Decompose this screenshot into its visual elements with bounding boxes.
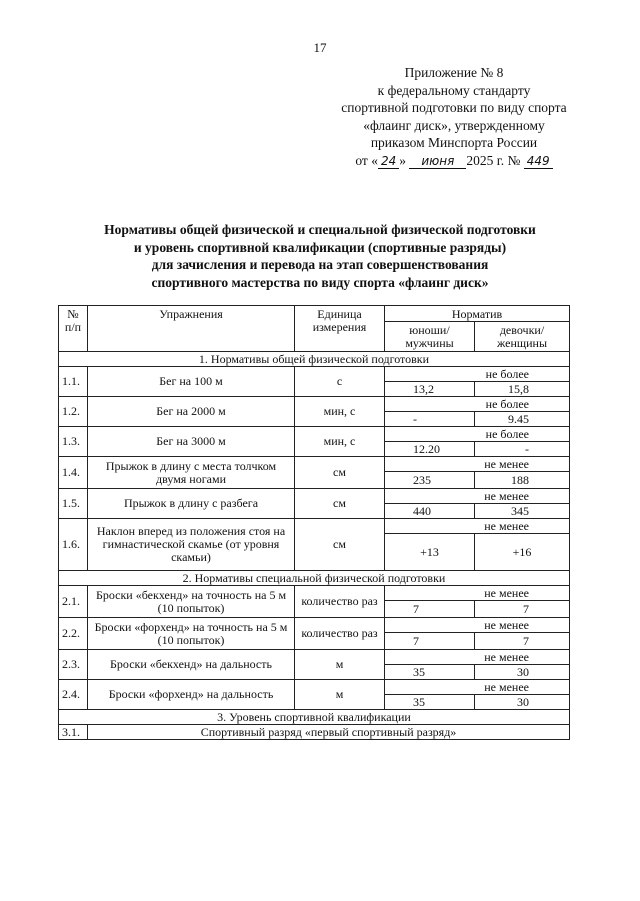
appendix-block xyxy=(324,64,584,170)
value-boys: 235 xyxy=(385,472,475,489)
value-girls: 15,8 xyxy=(475,382,570,397)
row-number: 3.1. xyxy=(59,725,88,740)
section-row xyxy=(59,710,570,725)
unit: м xyxy=(295,650,385,680)
appendix-line: к федеральному стандарту xyxy=(377,82,531,98)
date-mid: » xyxy=(399,152,406,168)
appendix-line: «флаинг диск», утвержденному xyxy=(363,117,545,133)
table-row xyxy=(59,367,570,382)
norm-condition: не менее xyxy=(385,618,570,633)
value-boys: 7 xyxy=(385,601,475,618)
header-girls: девочки/ женщины xyxy=(475,322,570,352)
value-girls: 30 xyxy=(475,665,570,680)
exercise-name: Наклон вперед из положения стоя на гимнастической скамье (от уровня скамьи) xyxy=(88,519,295,571)
norm-condition: не более xyxy=(385,397,570,412)
appendix-line: спортивной подготовки по виду спорта xyxy=(341,100,567,115)
table-body xyxy=(59,352,570,740)
exercise-name: Прыжок в длину с места толчком двумя ногами xyxy=(88,457,295,489)
section-title: 2. Нормативы специальной физической подготовки xyxy=(59,571,570,586)
appendix-line: приказом Минспорта России xyxy=(370,135,538,150)
qualification-text: Спортивный разряд «первый спортивный разряд» xyxy=(88,725,570,740)
row-number: 2.1. xyxy=(59,586,88,618)
appendix-line: Приложение № 8 xyxy=(404,65,504,80)
unit: мин, с xyxy=(295,397,385,427)
table-row xyxy=(59,618,570,633)
row-number: 1.3. xyxy=(59,427,88,457)
date-year: 2025 г. № xyxy=(466,152,521,168)
norm-condition: не более xyxy=(385,427,570,442)
value-boys: 35 xyxy=(385,665,475,680)
value-boys: +13 xyxy=(385,534,475,571)
unit: см xyxy=(295,457,385,489)
table-row xyxy=(59,489,570,504)
unit: мин, с xyxy=(295,427,385,457)
norm-condition: не менее xyxy=(385,586,570,601)
value-boys: 13,2 xyxy=(385,382,475,397)
table-row xyxy=(59,586,570,601)
table-row xyxy=(59,680,570,695)
table-row xyxy=(59,725,570,740)
value-boys: 35 xyxy=(385,695,475,710)
exercise-name: Броски «бекхенд» на точность на 5 м (10 попыток) xyxy=(88,586,295,618)
row-number: 1.1. xyxy=(59,367,88,397)
date-day-handwritten: 24 xyxy=(378,154,399,169)
date-prefix: от « xyxy=(355,152,378,168)
header-boys: юноши/ мужчины xyxy=(385,322,475,352)
value-girls: 9.45 xyxy=(475,412,570,427)
norms-table xyxy=(58,305,570,740)
section-row xyxy=(59,571,570,586)
value-girls: 7 xyxy=(475,633,570,650)
table-row xyxy=(59,519,570,534)
unit: см xyxy=(295,519,385,571)
exercise-name: Броски «форхенд» на дальность xyxy=(88,680,295,710)
value-girls: 188 xyxy=(475,472,570,489)
exercise-name: Броски «форхенд» на точность на 5 м (10 попыток) xyxy=(88,618,295,650)
title-line: и уровень спортивной квалификации (спортивные разряды) xyxy=(133,239,507,255)
norm-condition: не менее xyxy=(385,489,570,504)
value-boys: - xyxy=(385,412,475,427)
document-title xyxy=(40,221,600,291)
header-unit: Единица измерения xyxy=(295,306,385,352)
row-number: 1.5. xyxy=(59,489,88,519)
unit: с xyxy=(295,367,385,397)
table-row xyxy=(59,457,570,472)
header-row xyxy=(59,306,570,322)
order-number-handwritten: 449 xyxy=(524,154,553,169)
order-date-line xyxy=(324,152,584,171)
section-title: 3. Уровень спортивной квалификации xyxy=(59,710,570,725)
value-boys: 440 xyxy=(385,504,475,519)
norm-condition: не более xyxy=(385,367,570,382)
page-number: 17 xyxy=(313,40,327,55)
section-title: 1. Нормативы общей физической подготовки xyxy=(59,352,570,367)
title-line: для зачисления и перевода на этап совершенствования xyxy=(151,257,489,272)
row-number: 2.2. xyxy=(59,618,88,650)
norm-condition: не менее xyxy=(385,650,570,665)
header-exercise: Упражнения xyxy=(88,306,295,352)
value-girls: +16 xyxy=(475,534,570,571)
row-number: 1.4. xyxy=(59,457,88,489)
value-girls: 30 xyxy=(475,695,570,710)
table-row xyxy=(59,650,570,665)
table-row xyxy=(59,397,570,412)
value-boys: 7 xyxy=(385,633,475,650)
value-girls: 345 xyxy=(475,504,570,519)
norm-condition: не менее xyxy=(385,519,570,534)
date-month-handwritten: июня xyxy=(409,154,466,169)
title-line: спортивного мастерства по виду спорта «флаинг диск» xyxy=(151,274,489,290)
section-row xyxy=(59,352,570,367)
row-number: 2.4. xyxy=(59,680,88,710)
value-girls: - xyxy=(475,442,570,457)
exercise-name: Прыжок в длину с разбега xyxy=(88,489,295,519)
exercise-name: Броски «бекхенд» на дальность xyxy=(88,650,295,680)
norm-condition: не менее xyxy=(385,680,570,695)
row-number: 1.2. xyxy=(59,397,88,427)
exercise-name: Бег на 100 м xyxy=(88,367,295,397)
value-boys: 12.20 xyxy=(385,442,475,457)
header-num: № п/п xyxy=(59,306,88,352)
unit: м xyxy=(295,680,385,710)
value-girls: 7 xyxy=(475,601,570,618)
unit: см xyxy=(295,489,385,519)
unit: количество раз xyxy=(295,586,385,618)
unit: количество раз xyxy=(295,618,385,650)
table-row xyxy=(59,427,570,442)
exercise-name: Бег на 2000 м xyxy=(88,397,295,427)
row-number: 2.3. xyxy=(59,650,88,680)
exercise-name: Бег на 3000 м xyxy=(88,427,295,457)
header-norm: Норматив xyxy=(385,306,570,322)
title-line: Нормативы общей физической и специальной физической подготовки xyxy=(104,222,536,237)
norm-condition: не менее xyxy=(385,457,570,472)
row-number: 1.6. xyxy=(59,519,88,571)
